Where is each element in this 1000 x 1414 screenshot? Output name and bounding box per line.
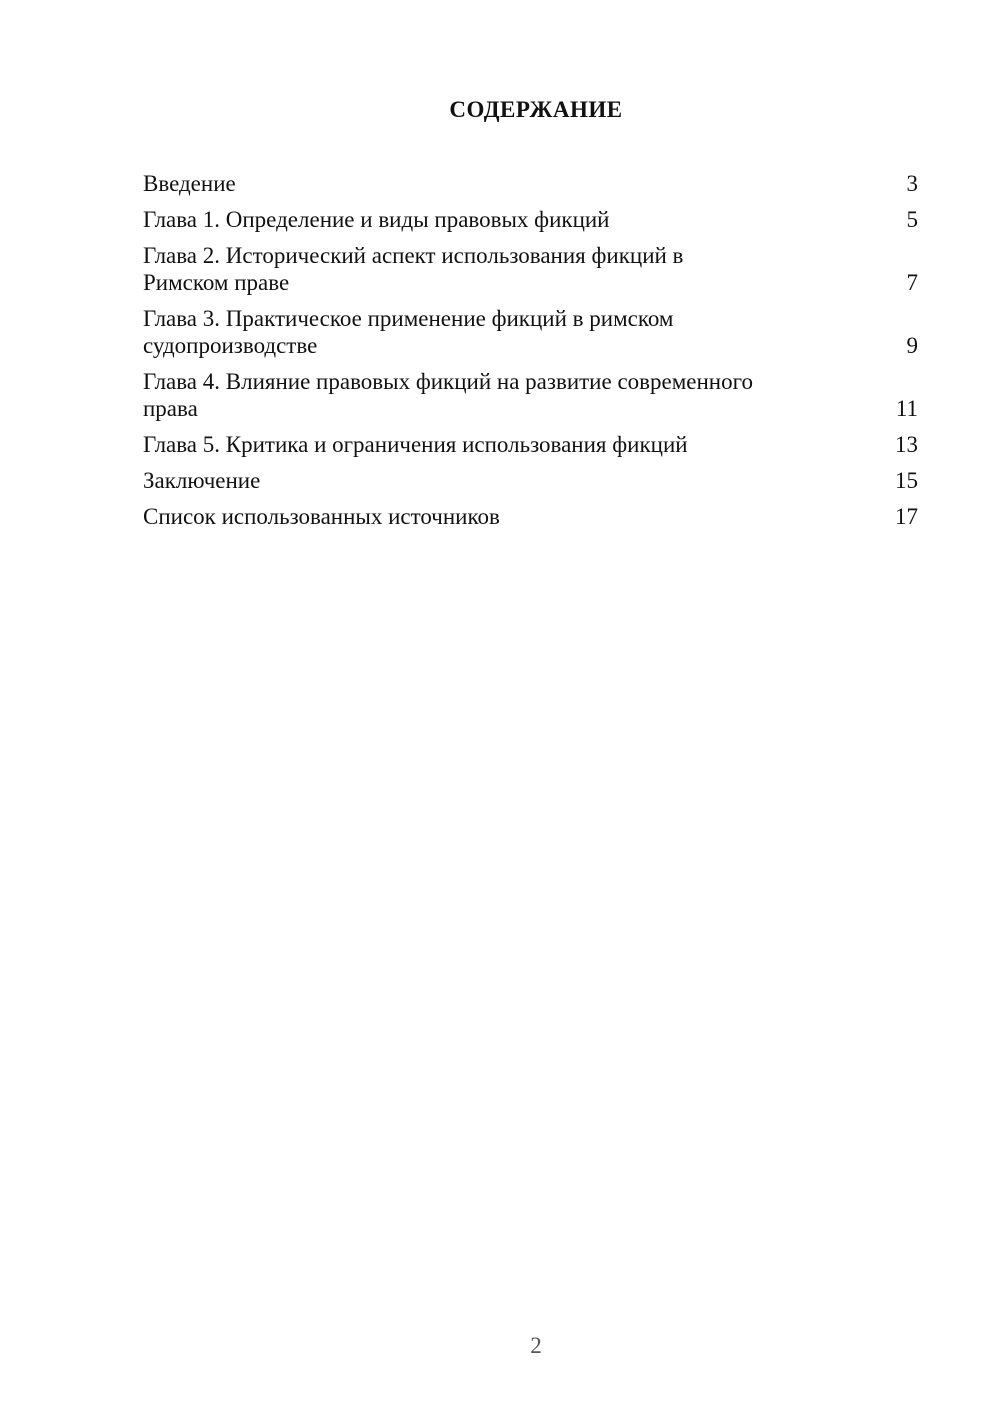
toc-entry-text: Глава 1. Определение и виды правовых фикций [143,207,610,232]
toc-entry-page: 5 [906,207,918,232]
toc-entry-page: 15 [895,468,918,493]
toc-entry-text: Глава 3. Практическое применение фикций в римском судопроизводстве [143,306,674,358]
toc-entry-text: Введение [143,171,236,196]
page-number: 2 [530,1333,542,1358]
toc-entry-chapter-4 [143,368,918,422]
table-of-contents [143,170,918,539]
toc-entry-text: Заключение [143,468,261,493]
toc-entry-chapter-3 [143,305,918,359]
toc-entry-text: Список использованных источников [143,504,500,529]
toc-entry-chapter-1 [143,206,918,233]
toc-entry-page: 11 [895,396,918,421]
toc-entry-page: 3 [906,171,918,196]
toc-entry-text: Глава 2. Исторический аспект использования фикций в Римском праве [143,243,684,295]
toc-entry-references [143,503,918,530]
toc-entry-page: 13 [895,432,918,457]
toc-entry-page: 7 [906,270,918,295]
toc-entry-text: Глава 5. Критика и ограничения использования фикций [143,432,688,457]
page-title: СОДЕРЖАНИЕ [449,97,623,122]
toc-entry-page: 9 [906,333,918,358]
toc-entry-text: Глава 4. Влияние правовых фикций на развитие современного права [143,369,753,421]
toc-entry-conclusion [143,467,918,494]
toc-entry-chapter-5 [143,431,918,458]
toc-entry-chapter-2 [143,242,918,296]
toc-entry-introduction [143,170,918,197]
toc-entry-page: 17 [895,504,918,529]
